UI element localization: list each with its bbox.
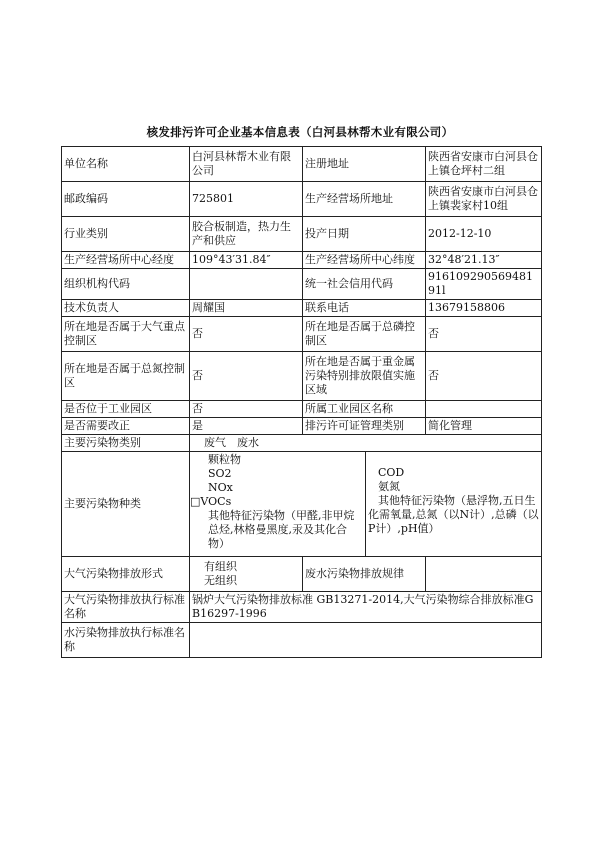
- water-pollutant-item: 氨氮: [378, 480, 400, 493]
- value-park-name: [426, 401, 542, 418]
- label-industrial-park: 是否位于工业园区: [62, 401, 190, 418]
- label-registered-address: 注册地址: [303, 147, 426, 182]
- table-row: [62, 418, 542, 435]
- label-air-key-zone: 所在地是否属于大气重点控制区: [62, 317, 190, 352]
- enterprise-info-table: [61, 146, 542, 658]
- air-pollutant-item: 颗粒物: [208, 453, 241, 466]
- water-pollutant-item: COD: [378, 466, 405, 479]
- label-needs-correction: 是否需要改正: [62, 418, 190, 435]
- value-air-discharge-form: [190, 557, 303, 592]
- label-park-name: 所属工业园区名称: [303, 401, 426, 418]
- label-permit-category: 排污许可证管理类别: [303, 418, 426, 435]
- air-pollutant-item: □VOCs: [190, 495, 232, 508]
- label-longitude: 生产经营场所中心经度: [62, 252, 190, 269]
- value-phosphorus-zone: 否: [426, 317, 542, 352]
- page-title: 核发排污许可企业基本信息表（白河县林帮木业有限公司）: [146, 125, 454, 139]
- table-row: [62, 401, 542, 418]
- value-water-standard: [190, 623, 542, 658]
- label-phone: 联系电话: [303, 300, 426, 317]
- label-heavy-metal-zone: 所在地是否属于重金属污染特别排放限值实施区域: [303, 352, 426, 401]
- label-tech-lead: 技术负责人: [62, 300, 190, 317]
- table-row: [62, 592, 542, 623]
- value-unit-name: 白河县林帮木业有限公司: [190, 147, 303, 182]
- value-main-category: 废气 废水: [190, 435, 542, 452]
- value-org-code: [190, 269, 303, 300]
- value-credit-code: 91610929056948191l: [426, 269, 542, 300]
- label-nitrogen-zone: 所在地是否属于总氮控制区: [62, 352, 190, 401]
- label-site-address: 生产经营场所地址: [303, 182, 426, 217]
- value-heavy-metal-zone: 否: [426, 352, 542, 401]
- table-row: [62, 182, 542, 217]
- value-start-date: 2012-12-10: [426, 217, 542, 252]
- table-row: [62, 435, 542, 452]
- value-nitrogen-zone: 否: [190, 352, 303, 401]
- value-phone: 13679158806: [426, 300, 542, 317]
- label-start-date: 投产日期: [303, 217, 426, 252]
- label-unit-name: 单位名称: [62, 147, 190, 182]
- air-other-pollutants: 其他特征污染物（甲醛,非甲烷总烃,林格曼黑度,汞及其化合物）: [208, 509, 355, 550]
- value-registered-address: 陕西省安康市白河县仓上镇仓坪村二组: [426, 147, 542, 182]
- table-row: [62, 300, 542, 317]
- value-needs-correction: 是: [190, 418, 303, 435]
- value-air-key-zone: 否: [190, 317, 303, 352]
- table-row: [62, 352, 542, 401]
- table-row: [62, 557, 542, 592]
- value-water-discharge-pattern: [426, 557, 542, 592]
- label-water-standard: 水污染物排放执行标准名称: [62, 623, 190, 658]
- table-row: [62, 217, 542, 252]
- value-industry: 胶合板制造，热力生产和供应: [190, 217, 303, 252]
- table-row: [62, 317, 542, 352]
- value-longitude: 109°43′31.84″: [190, 252, 303, 269]
- label-industry: 行业类别: [62, 217, 190, 252]
- label-water-discharge-pattern: 废水污染物排放规律: [303, 557, 426, 592]
- label-phosphorus-zone: 所在地是否属于总磷控制区: [303, 317, 426, 352]
- table-row: [62, 252, 542, 269]
- value-industrial-park: 否: [190, 401, 303, 418]
- value-air-standard: 锅炉大气污染物排放标准 GB13271-2014,大气污染物综合排放标准GB16297-1996: [190, 592, 542, 623]
- value-latitude: 32°48′21.13″: [426, 252, 542, 269]
- label-latitude: 生产经营场所中心纬度: [303, 252, 426, 269]
- air-pollutant-item: SO2: [208, 467, 232, 480]
- table-row: [62, 269, 542, 300]
- air-pollutant-item: NOx: [208, 481, 233, 494]
- table-row: [62, 623, 542, 658]
- label-org-code: 组织机构代码: [62, 269, 190, 300]
- water-pollutant-list: [366, 452, 541, 556]
- label-pollutant-types: 主要污染物种类: [62, 452, 190, 557]
- air-form-item: 无组织: [204, 574, 237, 587]
- air-form-item: 有组织: [204, 560, 237, 573]
- label-postal-code: 邮政编码: [62, 182, 190, 217]
- value-permit-category: 简化管理: [426, 418, 542, 435]
- water-other-pollutants: 其他特征污染物（悬浮物,五日生化需氧量,总氮（以N计）,总磷（以P计）,pH值）: [368, 494, 539, 535]
- value-tech-lead: 周耀国: [190, 300, 303, 317]
- table-row: [62, 452, 542, 557]
- label-air-standard: 大气污染物排放执行标准名称: [62, 592, 190, 623]
- label-credit-code: 统一社会信用代码: [303, 269, 426, 300]
- label-main-category: 主要污染物类别: [62, 435, 190, 452]
- air-pollutant-list: [190, 452, 366, 556]
- value-postal-code: 725801: [190, 182, 303, 217]
- table-row: [62, 147, 542, 182]
- label-air-discharge-form: 大气污染物排放形式: [62, 557, 190, 592]
- value-site-address: 陕西省安康市白河县仓上镇裴家村10组: [426, 182, 542, 217]
